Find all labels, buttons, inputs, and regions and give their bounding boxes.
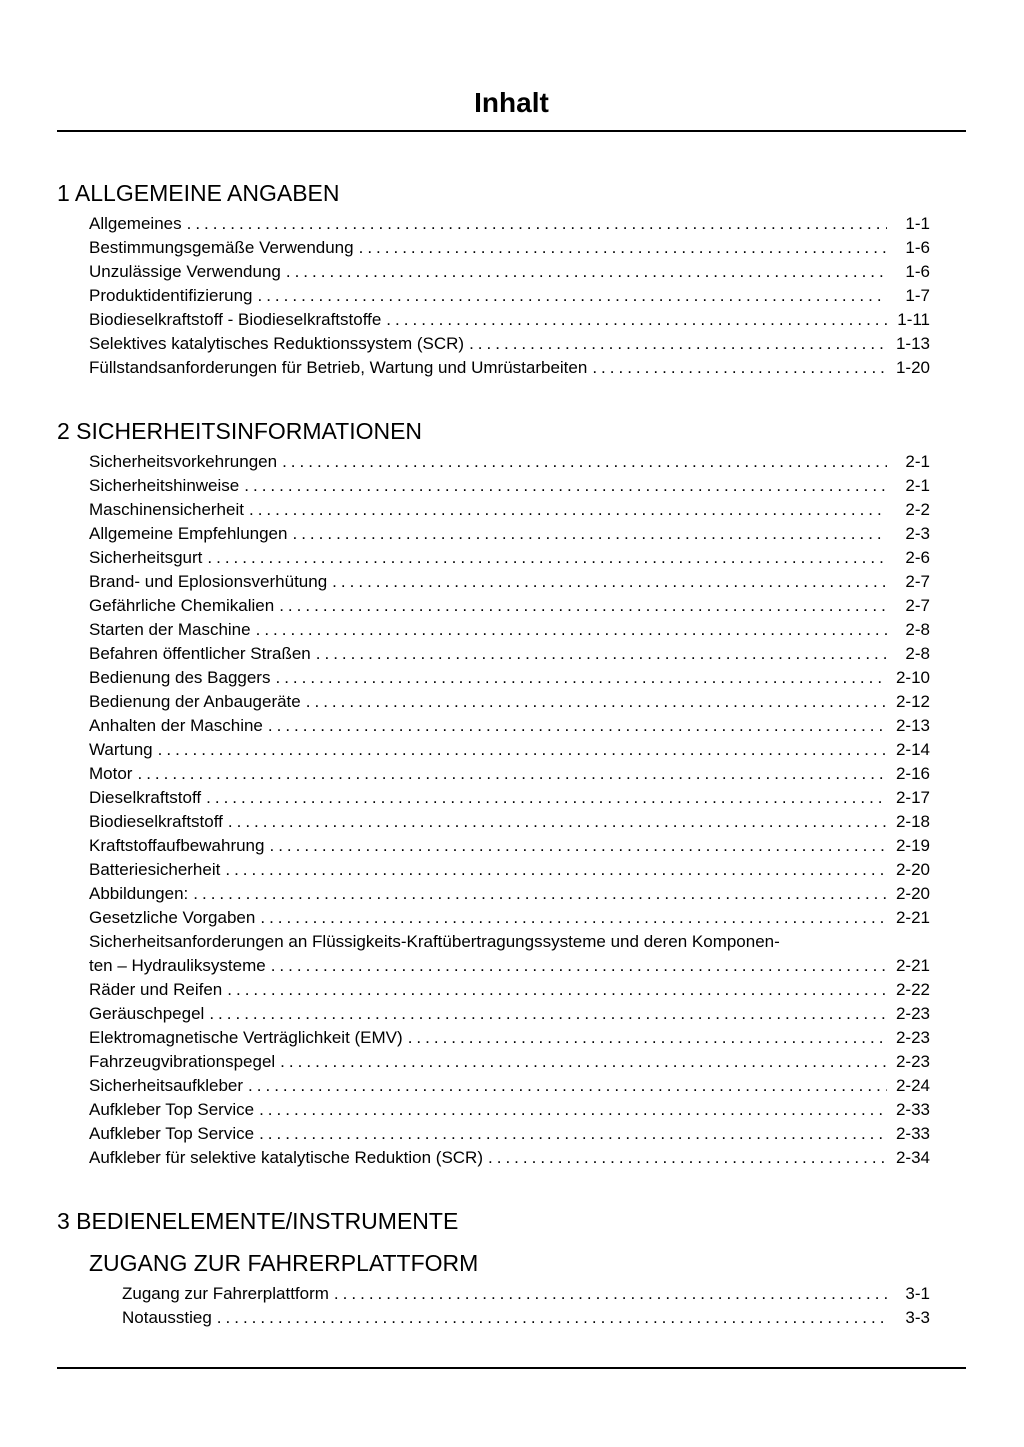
toc-entry <box>89 1098 930 1122</box>
toc-entry-row <box>89 738 930 762</box>
toc-entry <box>89 762 930 786</box>
toc-entry-text: Befahren öffentlicher Straßen <box>89 644 311 663</box>
toc-entry-row <box>89 236 930 260</box>
toc-entry-row <box>89 666 930 690</box>
toc-entry-text: Aufkleber Top Service <box>89 1124 255 1143</box>
toc-entry-text: ten – Hydrauliksysteme <box>89 956 266 975</box>
toc-entry-row <box>122 1306 930 1330</box>
toc-entry-row <box>89 1146 930 1170</box>
leader-dots <box>225 858 887 882</box>
leader-dots <box>469 332 887 356</box>
toc-entry-list <box>57 212 966 380</box>
toc-entry-page: 1-20 <box>895 358 930 377</box>
toc-entry <box>89 546 930 570</box>
toc-entry-page: 2-10 <box>895 668 930 687</box>
toc-entry-page: 2-23 <box>895 1028 930 1047</box>
toc-entry-text: Sicherheitsgurt <box>89 548 203 567</box>
toc-entry <box>89 356 930 380</box>
toc-sections <box>57 178 966 1330</box>
toc-entry-row <box>89 356 930 380</box>
leader-dots <box>292 522 887 546</box>
toc-entry <box>89 930 930 978</box>
toc-entry-text: Gefährliche Chemikalien <box>89 596 275 615</box>
section-heading: 1 ALLGEMEINE ANGABEN <box>57 180 340 206</box>
toc-entry-row <box>89 1122 930 1146</box>
toc-entry-page: 2-23 <box>895 1004 930 1023</box>
toc-entry <box>89 1002 930 1026</box>
toc-entry-page: 2-20 <box>895 860 930 879</box>
toc-entry-text: Räder und Reifen <box>89 980 223 999</box>
leader-dots <box>282 450 887 474</box>
toc-entry-text: Sicherheitsvorkehrungen <box>89 452 278 471</box>
leader-dots <box>269 834 887 858</box>
leader-dots <box>207 546 887 570</box>
toc-entry-page: 1-11 <box>897 310 930 329</box>
toc-entry-row <box>122 1282 930 1306</box>
toc-entry-text: Bedienung des Baggers <box>89 668 271 687</box>
toc-entry-row <box>89 762 930 786</box>
leader-dots <box>137 762 887 786</box>
toc-entry-page: 2-20 <box>895 884 930 903</box>
toc-entry-row <box>89 1074 930 1098</box>
page-title: Inhalt <box>474 87 549 118</box>
leader-dots <box>306 690 887 714</box>
toc-entry-text: Allgemeine Empfehlungen <box>89 524 288 543</box>
toc-entry <box>89 570 930 594</box>
toc-entry-text: Selektives katalytisches Reduktionssystem (SCR) <box>89 334 465 353</box>
toc-entry <box>89 308 930 332</box>
leader-dots <box>244 474 887 498</box>
leader-dots <box>280 1050 887 1074</box>
toc-entry-text: Elektromagnetische Verträglichkeit (EMV) <box>89 1028 403 1047</box>
toc-entry-row <box>89 1026 930 1050</box>
toc-entry-page: 2-33 <box>895 1100 930 1119</box>
toc-entry-text: Fahrzeugvibrationspegel <box>89 1052 276 1071</box>
toc-entry-row <box>89 1002 930 1026</box>
leader-dots <box>408 1026 887 1050</box>
toc-entry-row <box>89 834 930 858</box>
toc-entry <box>89 284 930 308</box>
toc-entry-row <box>89 858 930 882</box>
toc-entry <box>89 498 930 522</box>
toc-entry <box>89 690 930 714</box>
leader-dots <box>193 882 887 906</box>
toc-entry-text: Brand- und Eplosionsverhütung <box>89 572 328 591</box>
leader-dots <box>592 356 887 380</box>
leader-dots <box>158 738 887 762</box>
toc-entry <box>89 642 930 666</box>
leader-dots <box>279 594 887 618</box>
toc-entry-text: Abbildungen: <box>89 884 189 903</box>
toc-entry-text: Notausstieg <box>122 1308 212 1327</box>
toc-entry-text: Biodieselkraftstoff - Biodieselkraftstoffe <box>89 310 382 329</box>
leader-dots <box>227 978 887 1002</box>
toc-entry-text: Starten der Maschine <box>89 620 251 639</box>
leader-dots <box>217 1306 887 1330</box>
toc-entry-text: Maschinensicherheit <box>89 500 244 519</box>
toc-entry <box>89 1122 930 1146</box>
toc-entry-text: Aufkleber Top Service <box>89 1100 255 1119</box>
toc-entry-row <box>89 1050 930 1074</box>
leader-dots <box>256 618 887 642</box>
section-subheading: ZUGANG ZUR FAHRERPLATTFORM <box>89 1250 479 1276</box>
leader-dots <box>209 1002 887 1026</box>
toc-entry <box>89 978 930 1002</box>
leader-dots <box>260 906 887 930</box>
toc-entry-row <box>89 954 930 978</box>
toc-entry-text: Biodieselkraftstoff <box>89 812 223 831</box>
toc-entry-row <box>89 714 930 738</box>
toc-entry-row <box>89 522 930 546</box>
toc-entry <box>89 236 930 260</box>
toc-entry <box>89 858 930 882</box>
toc-entry-row <box>89 570 930 594</box>
toc-entry-page: 2-17 <box>895 788 930 807</box>
toc-entry <box>122 1282 930 1306</box>
leader-dots <box>488 1146 887 1170</box>
toc-entry <box>89 810 930 834</box>
toc-entry-page: 2-6 <box>905 548 930 567</box>
toc-entry-row <box>89 260 930 284</box>
toc-entry-row <box>89 642 930 666</box>
toc-entry <box>89 212 930 236</box>
toc-section <box>57 178 966 380</box>
leader-dots <box>259 1098 887 1122</box>
leader-dots <box>275 666 887 690</box>
toc-entry-page: 2-8 <box>905 620 930 639</box>
toc-entry <box>89 1050 930 1074</box>
toc-entry-page: 2-21 <box>895 908 930 927</box>
toc-entry-page: 2-14 <box>895 740 930 759</box>
toc-entry-row <box>89 882 930 906</box>
toc-entry-page: 1-1 <box>905 214 930 233</box>
toc-entry <box>89 260 930 284</box>
toc-entry-page: 2-33 <box>895 1124 930 1143</box>
toc-entry-page: 2-19 <box>895 836 930 855</box>
section-heading: 2 SICHERHEITSINFORMATIONEN <box>57 418 423 444</box>
toc-entry <box>122 1306 930 1330</box>
toc-entry-page: 1-6 <box>905 262 930 281</box>
leader-dots <box>286 260 887 284</box>
toc-entry <box>89 1026 930 1050</box>
leader-dots <box>249 498 887 522</box>
toc-entry-page: 1-7 <box>905 286 930 305</box>
toc-entry <box>89 450 930 474</box>
toc-entry-text: Gesetzliche Vorgaben <box>89 908 256 927</box>
toc-entry-row <box>89 450 930 474</box>
toc-entry <box>89 594 930 618</box>
toc-entry-page: 1-6 <box>905 238 930 257</box>
toc-entry-text: Kraftstoffaufbewahrung <box>89 836 265 855</box>
leader-dots <box>248 1074 887 1098</box>
toc-entry-page: 3-1 <box>905 1284 930 1303</box>
section-heading: 3 BEDIENELEMENTE/INSTRUMENTE <box>57 1208 459 1234</box>
toc-entry <box>89 522 930 546</box>
toc-entry-page: 3-3 <box>905 1308 930 1327</box>
toc-entry-page: 2-13 <box>895 716 930 735</box>
toc-entry-page: 2-34 <box>895 1148 930 1167</box>
toc-entry-row <box>89 618 930 642</box>
toc-entry-page: 2-3 <box>905 524 930 543</box>
toc-entry-text: Unzulässige Verwendung <box>89 262 281 281</box>
toc-entry-page: 1-13 <box>895 334 930 353</box>
top-divider <box>57 130 966 132</box>
toc-entry-list <box>57 450 966 1170</box>
toc-entry-text: Geräuschpegel <box>89 1004 205 1023</box>
toc-entry-text: Sicherheitsaufkleber <box>89 1076 244 1095</box>
toc-entry <box>89 906 930 930</box>
leader-dots <box>206 786 887 810</box>
leader-dots <box>334 1282 887 1306</box>
leader-dots <box>271 954 887 978</box>
bottom-divider <box>57 1367 966 1369</box>
toc-entry-page: 2-22 <box>895 980 930 999</box>
toc-entry-page: 2-24 <box>895 1076 930 1095</box>
leader-dots <box>259 1122 887 1146</box>
toc-entry-page: 2-18 <box>895 812 930 831</box>
toc-entry <box>89 474 930 498</box>
toc-entry-row <box>89 810 930 834</box>
toc-entry-page: 2-2 <box>905 500 930 519</box>
toc-entry <box>89 834 930 858</box>
toc-entry-text: Füllstandsanforderungen für Betrieb, Wartung und Umrüstarbeiten <box>89 358 588 377</box>
toc-entry-text: Zugang zur Fahrerplattform <box>122 1284 329 1303</box>
toc-entry <box>89 332 930 356</box>
leader-dots <box>268 714 887 738</box>
leader-dots <box>257 284 887 308</box>
toc-entry-list <box>57 1282 966 1330</box>
leader-dots <box>386 308 887 332</box>
toc-entry <box>89 1146 930 1170</box>
toc-entry-page: 2-21 <box>895 956 930 975</box>
leader-dots <box>228 810 887 834</box>
toc-entry-row <box>89 978 930 1002</box>
toc-entry-row <box>89 498 930 522</box>
toc-entry <box>89 666 930 690</box>
toc-entry-text: Wartung <box>89 740 153 759</box>
toc-entry-row <box>89 546 930 570</box>
toc-entry-page: 2-23 <box>895 1052 930 1071</box>
toc-entry-page: 2-8 <box>905 644 930 663</box>
leader-dots <box>316 642 887 666</box>
toc-entry-text: Batteriesicherheit <box>89 860 221 879</box>
leader-dots <box>359 236 887 260</box>
toc-entry-page: 2-7 <box>905 572 930 591</box>
toc-entry <box>89 714 930 738</box>
toc-entry-text: Allgemeines <box>89 214 182 233</box>
toc-entry-text: Produktidentifizierung <box>89 286 253 305</box>
toc-entry-row <box>89 1098 930 1122</box>
toc-entry <box>89 882 930 906</box>
toc-entry-page: 2-7 <box>905 596 930 615</box>
toc-entry <box>89 618 930 642</box>
toc-entry-text: Motor <box>89 764 133 783</box>
toc-entry-page: 2-1 <box>905 476 930 495</box>
toc-entry-page: 2-1 <box>905 452 930 471</box>
toc-entry-page: 2-12 <box>895 692 930 711</box>
toc-entry-text: Anhalten der Maschine <box>89 716 263 735</box>
toc-entry-page: 2-16 <box>895 764 930 783</box>
toc-entry-row <box>89 906 930 930</box>
toc-entry-row <box>89 284 930 308</box>
toc-section <box>57 1206 966 1330</box>
toc-entry-row <box>89 786 930 810</box>
toc-entry-text: Sicherheitshinweise <box>89 476 240 495</box>
toc-entry-text: Bedienung der Anbaugeräte <box>89 692 301 711</box>
toc-entry-text: Bestimmungsgemäße Verwendung <box>89 238 354 257</box>
toc-entry-row <box>89 690 930 714</box>
toc-entry-row <box>89 332 930 356</box>
leader-dots <box>332 570 887 594</box>
toc-entry <box>89 1074 930 1098</box>
toc-entry-row <box>89 212 930 236</box>
toc-entry-text: Sicherheitsanforderungen an Flüssigkeits-Kraftübertragungssysteme und deren Komponen- <box>89 932 780 951</box>
toc-entry-text: Aufkleber für selektive katalytische Reduktion (SCR) <box>89 1148 483 1167</box>
toc-entry <box>89 786 930 810</box>
toc-entry-text: Dieselkraftstoff <box>89 788 202 807</box>
toc-entry <box>89 738 930 762</box>
toc-section <box>57 416 966 1170</box>
toc-entry-row <box>89 474 930 498</box>
leader-dots <box>187 212 887 236</box>
toc-entry-row <box>89 594 930 618</box>
toc-entry-row <box>89 308 930 332</box>
